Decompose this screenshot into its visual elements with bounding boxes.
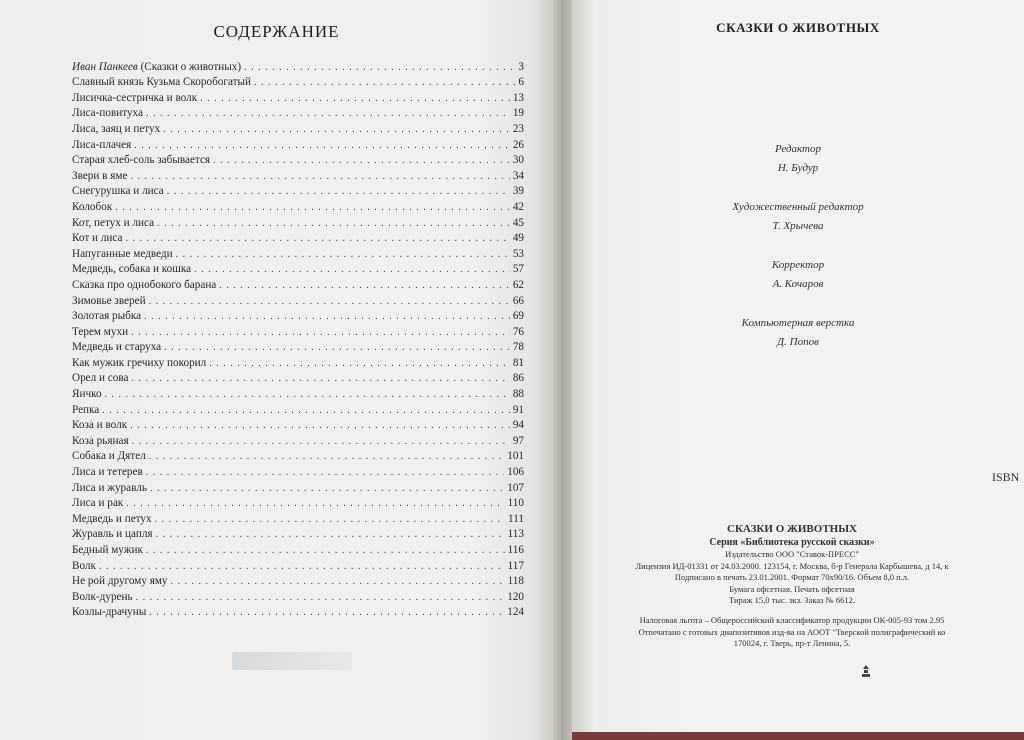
toc-entry	[72, 463, 524, 479]
toc-entry-title: Кот, петух и лиса	[72, 216, 155, 229]
toc-leader-dots	[244, 61, 515, 74]
toc-entry-page: 57	[512, 263, 524, 276]
toc-entry	[72, 432, 524, 448]
toc-entry-page: 19	[512, 107, 524, 120]
credit-role: Корректор	[771, 259, 825, 271]
toc-entry-title: Лисичка-сестричка и волк	[72, 91, 198, 104]
toc-entry-page: 66	[512, 294, 524, 307]
toc-leader-dots	[157, 217, 510, 230]
isbn-label: ISBN	[992, 470, 1020, 484]
toc-leader-dots	[163, 123, 510, 136]
toc-leader-dots	[115, 201, 510, 214]
toc-leader-dots	[155, 513, 505, 526]
toc-entry-page: 106	[507, 466, 524, 479]
toc-leader-dots	[149, 295, 510, 308]
toc-leader-dots	[146, 466, 504, 479]
toc-leader-dots	[176, 248, 510, 261]
scan-smudge	[232, 652, 352, 670]
toc-entry	[72, 526, 524, 542]
toc-entry-page: 3	[518, 60, 524, 73]
toc-leader-dots	[134, 139, 510, 152]
toc-entry-page: 23	[512, 122, 524, 135]
toc-entry-title: Медведь, собака и кошка	[72, 263, 192, 276]
toc-entry	[72, 339, 524, 355]
toc-entry-title: Иван Панкеев (Сказки о животных)	[72, 60, 242, 73]
toc-entry	[72, 557, 524, 573]
toc-leader-dots	[156, 528, 505, 541]
toc-leader-dots	[130, 419, 510, 432]
imprint-block	[572, 522, 1012, 650]
toc-leader-dots	[102, 404, 510, 417]
toc-leader-dots	[130, 170, 509, 183]
toc-entry-page: 34	[512, 169, 524, 182]
imprint-run: Тираж 15,0 тыс. экз. Заказ № 6612.	[729, 595, 855, 606]
toc-entry-title: Волк	[72, 559, 96, 572]
imprint-publisher: Издательство ООО "Ставок-ПРЕСС"	[725, 549, 859, 559]
toc-entry-title: Славный князь Кузьма Скоробогатый	[72, 76, 252, 89]
toc-entry-title: Медведь и петух	[72, 512, 152, 525]
toc-entry-page: 30	[512, 154, 524, 167]
toc-entry-page: 124	[507, 606, 524, 619]
credit-name: А. Кочаров	[772, 278, 824, 290]
toc-entry	[72, 214, 524, 230]
toc-entry	[72, 370, 524, 386]
imprint-series: Серия «Библиотека русской сказки»	[709, 537, 875, 548]
credit-layout	[572, 314, 1024, 352]
toc-entry	[72, 230, 524, 246]
credit-name: Т. Хрычева	[772, 220, 824, 232]
toc-entry-title: Коза и волк	[72, 419, 128, 432]
toc-entry-title: Старая хлеб-соль забывается	[72, 154, 211, 167]
toc-entry-page: 110	[507, 497, 524, 510]
toc-entry-page: 107	[507, 481, 524, 494]
toc-entry	[72, 74, 524, 90]
toc-entry	[72, 510, 524, 526]
toc-entry-title: Коза рьяная	[72, 434, 129, 447]
toc-entry	[72, 573, 524, 589]
toc-entry-page: 69	[512, 310, 524, 323]
toc-entry-title: Сказка про однобокого барана	[72, 278, 217, 291]
imprint-address: 170024, г. Тверь, пр-т Ленина, 5.	[733, 638, 851, 649]
toc-entry	[72, 292, 524, 308]
toc-entry	[72, 183, 524, 199]
toc-entry	[72, 276, 524, 292]
toc-entry-page: 53	[512, 247, 524, 260]
toc-entry-title: Колобок	[72, 200, 113, 213]
toc-entry-page: 45	[512, 216, 524, 229]
toc-leader-dots	[146, 544, 505, 557]
toc-leader-dots	[126, 497, 504, 510]
toc-entry-page: 97	[512, 434, 524, 447]
imprint-tax: Налоговая льгота – Общероссийский классификатор продукции ОК-005-93 том 2.95	[639, 614, 945, 625]
toc-leader-dots	[150, 482, 504, 495]
toc-entry	[72, 261, 524, 277]
toc-leader-dots	[132, 435, 510, 448]
toc-entry-title: Волк-дурень	[72, 590, 133, 603]
toc-entry	[72, 245, 524, 261]
toc-leader-dots	[149, 450, 504, 463]
toc-entry-page: 113	[507, 528, 524, 541]
credit-role: Редактор	[775, 143, 821, 155]
toc-leader-dots	[149, 606, 504, 619]
toc-leader-dots	[219, 279, 510, 292]
toc-entry	[72, 89, 524, 105]
toc-entry-title: Золотая рыбка	[72, 310, 142, 323]
toc-leader-dots	[125, 232, 509, 245]
toc-entry-page: 118	[507, 575, 524, 588]
toc-entry-title: Терем мухи	[72, 325, 129, 338]
toc-entry	[72, 604, 524, 620]
toc-entry-title: Лиса и рак	[72, 497, 124, 510]
toc-entry	[72, 385, 524, 401]
toc-entry-page: 76	[512, 325, 524, 338]
credit-editor	[572, 140, 1024, 178]
toc-entry-title: Напуганные медведи	[72, 247, 173, 260]
toc-entry	[72, 308, 524, 324]
table-of-contents	[72, 58, 524, 619]
cover-edge	[572, 732, 1024, 740]
toc-entry-title: Лиса, заяц и петух	[72, 122, 161, 135]
imprint-paper: Бумага офсетная. Печать офсетная	[729, 583, 855, 594]
toc-entry-title: Орел и сова	[72, 372, 129, 385]
toc-entry-title: Лиса-повитуха	[72, 107, 143, 120]
toc-entry-page: 117	[507, 559, 524, 572]
toc-entry-page: 88	[512, 388, 524, 401]
toc-entry-page: 116	[507, 544, 524, 556]
toc-leader-dots	[213, 154, 510, 167]
toc-leader-dots	[99, 560, 505, 573]
toc-entry-page: 6	[518, 76, 524, 89]
toc-entry-title: Козлы-драчуны	[72, 606, 147, 619]
imprint-title: СКАЗКИ О ЖИВОТНЫХ	[727, 523, 857, 535]
toc-entry-title: Репка	[72, 403, 100, 416]
toc-entry-title: Снегурушка и лиса	[72, 185, 164, 198]
credits-block	[572, 140, 1024, 372]
toc-leader-dots	[254, 76, 515, 89]
toc-entry	[72, 105, 524, 121]
imprint-signed: Подписано в печать 23.01.2001. Формат 70х90/16. Объем 8,0 п.л.	[674, 572, 910, 583]
toc-entry	[72, 495, 524, 511]
toc-entry-page: 101	[507, 450, 524, 463]
toc-entry-page: 39	[512, 185, 524, 198]
toc-entry-page: 111	[508, 512, 524, 525]
toc-entry	[72, 448, 524, 464]
credit-proofreader	[572, 256, 1024, 294]
toc-entry-page: 49	[512, 232, 524, 245]
toc-leader-dots	[209, 357, 510, 370]
toc-leader-dots	[200, 92, 510, 105]
toc-entry-title: Лиса и тетерев	[72, 466, 143, 479]
toc-leader-dots	[136, 591, 505, 604]
toc-entry-title: Бедный мужик	[72, 544, 143, 556]
toc-entry-title: Медведь и старуха	[72, 341, 162, 354]
toc-leader-dots	[131, 372, 509, 385]
toc-entry-page: 86	[512, 372, 524, 385]
toc-entry	[72, 167, 524, 183]
toc-entry	[72, 58, 524, 74]
toc-entry	[72, 136, 524, 152]
toc-entry-page: 78	[512, 341, 524, 354]
toc-entry-page: 94	[512, 419, 524, 432]
toc-leader-dots	[144, 310, 510, 323]
credit-art-editor	[572, 198, 1024, 236]
toc-entry-page: 26	[512, 138, 524, 151]
credit-name: Д. Попов	[777, 336, 819, 348]
toc-entry-title: Звери в яме	[72, 169, 128, 182]
toc-entry-title: Собака и Дятел	[72, 450, 146, 463]
toc-heading: СОДЕРЖАНИЕ	[213, 22, 340, 41]
toc-entry	[72, 588, 524, 604]
toc-entry	[72, 152, 524, 168]
imprint-license: Лицензия ИД-01331 от 24.03.2000. 123154, г. Москва, б-р Генерала Карбышева, д 14, к	[635, 560, 949, 571]
toc-entry	[72, 541, 524, 557]
book-title: СКАЗКИ О ЖИВОТНЫХ	[716, 20, 880, 35]
book-gutter	[553, 0, 572, 740]
toc-entry	[72, 120, 524, 136]
credit-role: Художественный редактор	[732, 201, 864, 213]
toc-entry-page: 81	[512, 356, 524, 369]
toc-entry-title: Лиса и журавль	[72, 481, 147, 494]
toc-entry-title: Журавль и цапля	[72, 528, 153, 541]
toc-leader-dots	[131, 326, 510, 339]
toc-entry-page: 120	[507, 590, 524, 603]
toc-leader-dots	[171, 575, 505, 588]
toc-leader-dots	[105, 388, 510, 401]
toc-entry-title: Не рой другому яму	[72, 575, 168, 588]
toc-leader-dots	[167, 185, 510, 198]
toc-entry	[72, 401, 524, 417]
toc-entry-page: 91	[512, 403, 524, 416]
imprint-printed: Отпечатано с готовых диапозитивов изд-ва на АООТ "Тверской полиграфический ко	[638, 626, 946, 637]
toc-entry	[72, 417, 524, 433]
toc-entry-title: Как мужик гречиху покорил	[72, 356, 207, 369]
toc-entry-page: 13	[512, 91, 524, 104]
credit-name: Н. Будур	[777, 162, 819, 174]
toc-entry-page: 62	[512, 278, 524, 291]
toc-entry-title: Кот и лиса	[72, 232, 123, 245]
toc-entry	[72, 479, 524, 495]
credit-role: Компьютерная верстка	[741, 317, 855, 329]
toc-leader-dots	[194, 263, 510, 276]
toc-entry	[72, 198, 524, 214]
printer-logo-icon	[860, 664, 872, 678]
toc-entry-title: Зимовье зверей	[72, 294, 146, 307]
toc-leader-dots	[146, 107, 510, 120]
toc-entry-title: Лиса-плачея	[72, 138, 132, 151]
toc-entry-page: 42	[512, 200, 524, 213]
toc-entry-title: Яичко	[72, 388, 102, 401]
toc-leader-dots	[164, 341, 510, 354]
toc-entry	[72, 354, 524, 370]
toc-entry	[72, 323, 524, 339]
